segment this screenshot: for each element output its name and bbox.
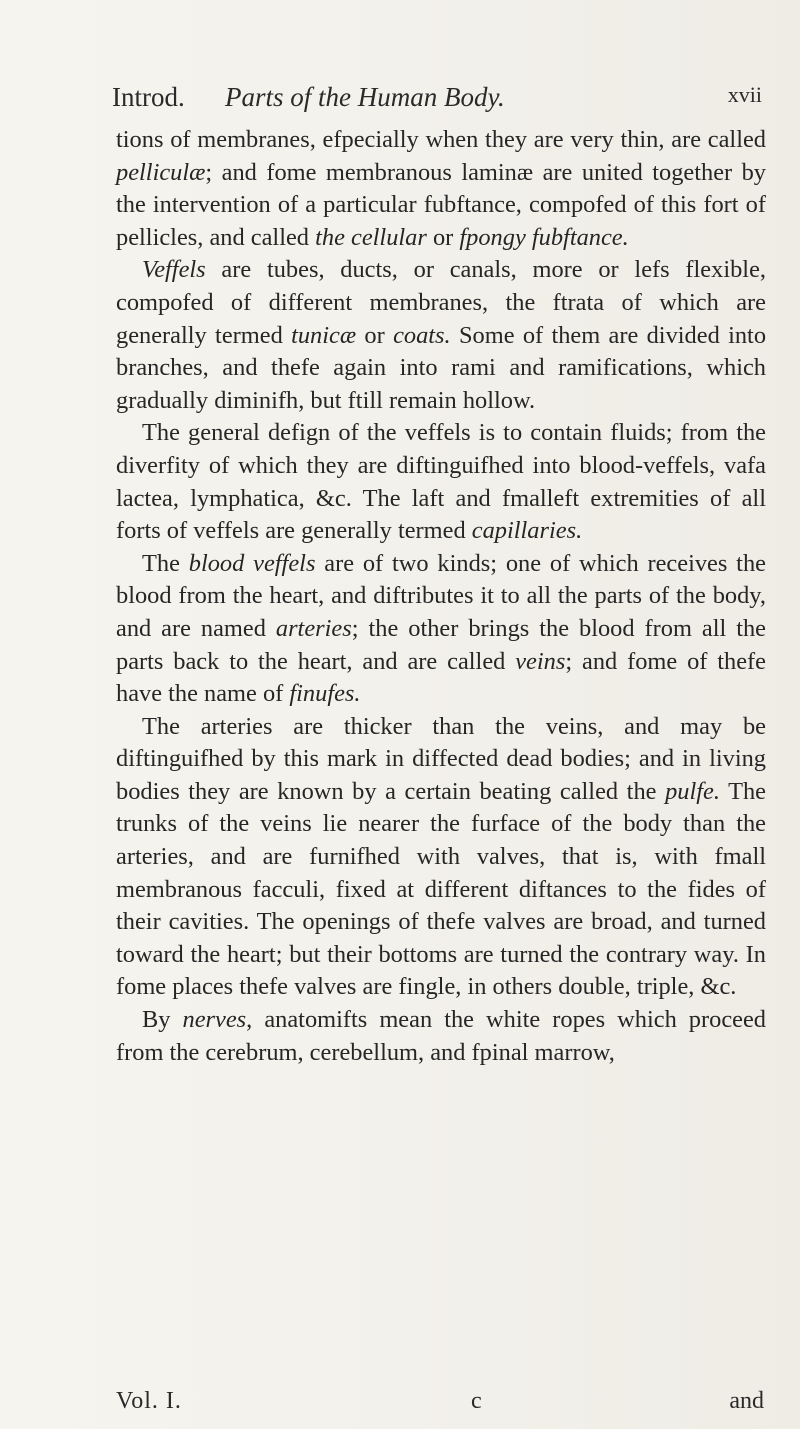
running-head-section: Introd. <box>112 82 185 112</box>
text-run: are of two kinds; one of which receives the blood from the heart, and diftributes it to all the parts of the body, and are named <box>116 549 766 642</box>
paragraph <box>116 548 766 711</box>
page-number: xvii <box>727 82 762 107</box>
italic-term: capillaries. <box>471 517 583 545</box>
paragraph <box>116 711 766 1004</box>
running-head <box>112 82 762 122</box>
text-run: ; and fome of thefe have the name of <box>116 647 766 708</box>
italic-term: pelliculæ <box>116 158 206 186</box>
text-run: tions of membranes, efpecially when they are very thin, are called <box>116 126 766 153</box>
paragraph <box>116 417 766 547</box>
page-footer <box>116 1388 764 1422</box>
italic-term: pulfe. <box>665 777 720 805</box>
text-run: are tubes, ducts, or canals, more or lefs flexible, compofed of different membranes, the ftrata of which are generally termed <box>116 256 766 349</box>
text-run: , anatomifts mean the white ropes which proceed from the cerebrum, cerebellum, and fpinal marrow, <box>116 1006 766 1066</box>
text-run: ; the other brings the blood from all the parts back to the heart, and are called <box>116 614 766 675</box>
text-run: The arteries are thicker than the veins, and may be diftinguifhed by this mark in diffected dead bodies; and in living bodies they are known by a certain beating called the <box>116 712 766 805</box>
italic-term: blood veffels <box>188 549 316 577</box>
text-run: The general defign of the veffels is to contain fluids; from the diverfity of which they are diftinguifhed into blood-veffels, vafa lactea, lymphatica, &c. The laft and fmalleft extremities of all forts of veffels are generally termed <box>116 419 766 545</box>
volume-label: Vol. I. <box>116 1388 182 1414</box>
text-run: ; and fome membranous laminæ are united together by the intervention of a particular fubftance, compofed of this fort of pellicles, and called <box>116 158 766 251</box>
italic-term: Veffels <box>142 256 206 284</box>
text-run: By <box>142 1006 183 1034</box>
paragraph <box>116 124 766 254</box>
paragraph <box>116 1004 766 1069</box>
text-run: Some of them are divided into branches, and thefe again into rami and ramifications, which gradually diminifh, but ftill remain hollow. <box>116 321 767 414</box>
paragraph <box>116 254 766 417</box>
signature-mark: c <box>471 1388 482 1414</box>
text-run: The <box>142 549 189 577</box>
catchword: and <box>729 1388 764 1414</box>
text-run: or <box>356 321 394 349</box>
running-head-title: Parts of the Human Body. <box>225 82 505 112</box>
italic-term: tunicæ <box>291 321 357 349</box>
italic-term: veins <box>515 647 566 675</box>
text-run: or <box>426 223 460 251</box>
italic-term: finufes. <box>289 680 361 708</box>
body-text <box>116 124 766 1069</box>
italic-term: fpongy fubftance. <box>459 223 629 251</box>
italic-term: coats. <box>393 321 451 349</box>
text-run: The trunks of the veins lie nearer the furface of the body than the arteries, and are furnifhed with valves, that is, with fmall membranous facculi, fixed at different diftances to the fides of their cavities. The openings of thefe valves are broad, and turned toward the heart; but their bottoms are turned the contrary way. In fome places thefe valves are fingle, in others double, triple, &c. <box>116 777 766 1001</box>
italic-term: nerves <box>182 1006 247 1034</box>
italic-term: arteries <box>275 614 352 642</box>
italic-term: the cellular <box>315 223 427 251</box>
